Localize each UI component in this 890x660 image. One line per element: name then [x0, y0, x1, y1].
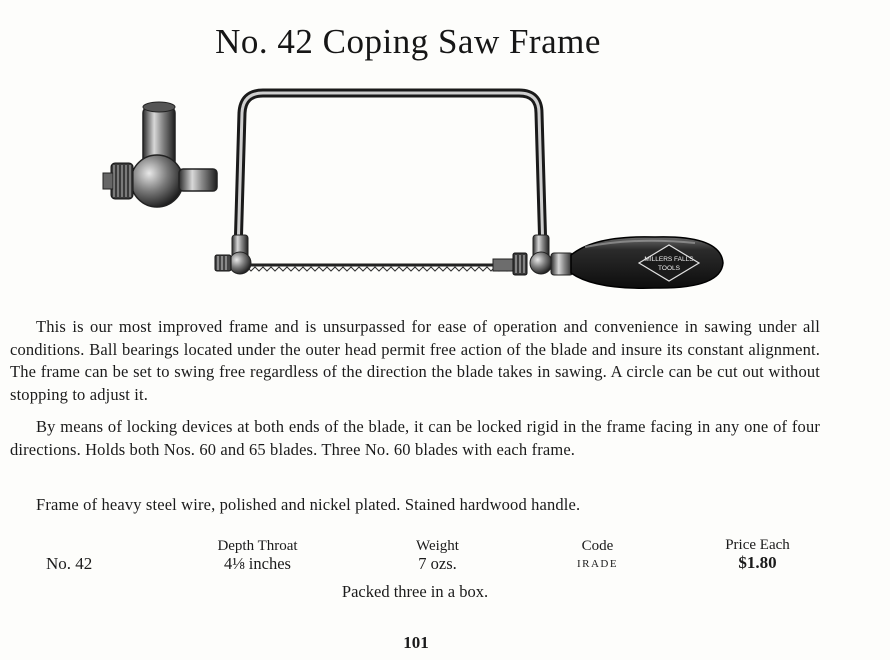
handle-logo-top: MILLERS FALLS — [644, 256, 694, 263]
code-label: Code — [581, 538, 614, 554]
depth-throat-label: Depth Throat — [217, 538, 298, 554]
price-spec — [705, 537, 810, 572]
price-value: $1.80 — [738, 553, 777, 572]
saw-frame — [232, 93, 549, 259]
bearing-head-detail — [103, 102, 217, 207]
wooden-handle — [551, 237, 723, 288]
handle-logo-bottom: TOOLS — [658, 265, 680, 272]
description-paragraph-2 — [10, 416, 820, 461]
coping-saw-illustration — [95, 85, 735, 290]
paragraph-text: By means of locking devices at both ends of the blade, it can be locked rigid in the frame facing in any one of four directions. Holds both Nos. 60 and 65 blades. Three No. 60 blades with each frame. — [10, 417, 820, 459]
code-value: IRADE — [576, 558, 619, 570]
price-label: Price Each — [725, 537, 790, 553]
depth-throat-spec — [195, 538, 320, 573]
saw-blade — [245, 265, 515, 271]
tension-screw — [493, 252, 552, 275]
paragraph-text: Frame of heavy steel wire, polished and nickel plated. Stained hardwood handle. — [36, 495, 581, 514]
model-number: No. 42 — [46, 554, 93, 573]
weight-label: Weight — [416, 538, 459, 554]
page-number: 101 — [403, 633, 429, 652]
weight-spec — [385, 538, 490, 573]
description-paragraph-1 — [10, 316, 820, 406]
weight-value: 7 ozs. — [418, 554, 457, 573]
packing-note: Packed three in a box. — [341, 582, 489, 601]
depth-throat-value: 4⅛ inches — [224, 554, 291, 573]
description-paragraph-3 — [10, 494, 820, 517]
code-spec — [555, 538, 640, 573]
paragraph-text: This is our most improved frame and is unsurpassed for ease of operation and convenience in sawing under all conditions. Ball bearings located under the outer head permit free action of the blade and insure its constant alignment. The frame can be set to swing free regardless of the direction the blade takes in sawing. A circle can be cut out without stopping to adjust it. — [10, 317, 820, 404]
outer-head — [215, 252, 251, 274]
page-title: No. 42 Coping Saw Frame — [215, 22, 601, 61]
